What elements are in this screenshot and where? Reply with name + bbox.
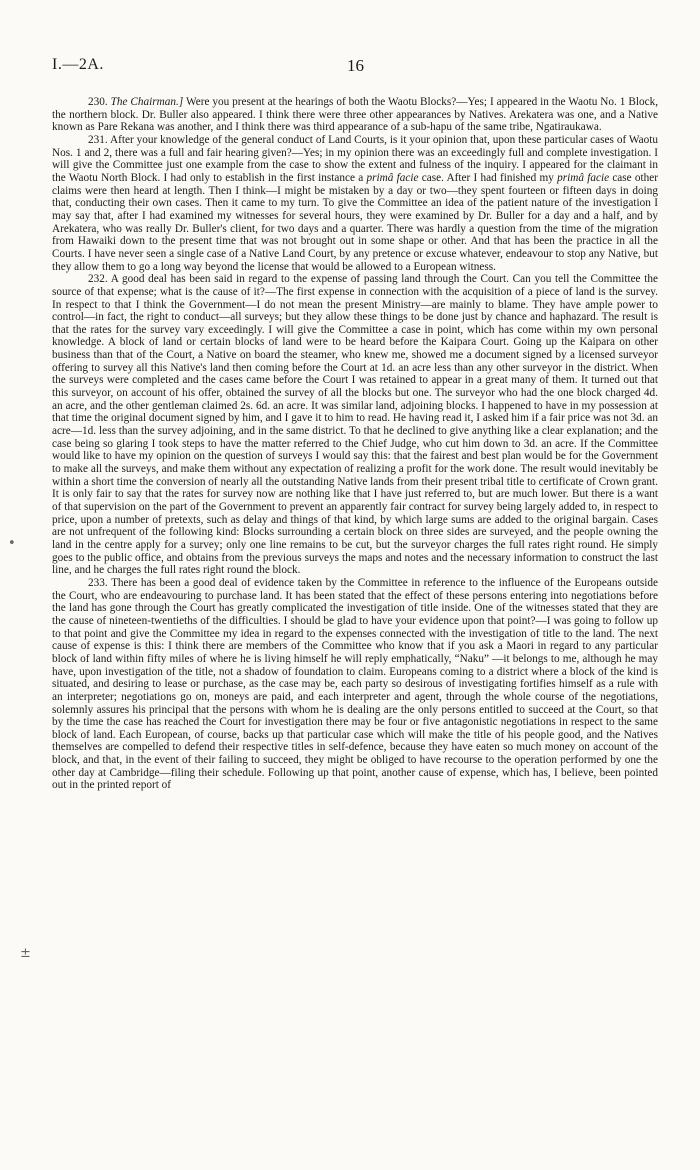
speaker-label: The Chairman.]: [110, 96, 184, 108]
margin-mark: •: [8, 536, 16, 551]
paragraph-230: [52, 96, 658, 134]
paragraph-text: After your knowledge of the general conduct of Land Courts, is it your opinion that, upon these particular cases of Waotu Nos. 1 and 2, there was a full and fair hearing given?—Yes; in my opinion there was an exceedingly full and complete investigation. I will give the Committee just one example from the case to show the extent and fulness of the inquiry. I appeared for the claimant in the Waotu North Block. I had only to establish in the first instance a: [52, 133, 658, 184]
margin-mark: ±: [20, 946, 31, 961]
document-body: [52, 96, 658, 792]
paragraph-number: 233.: [88, 576, 108, 589]
paragraph-231: [52, 134, 658, 273]
paragraph-text: case other claims were then heard at length. Then I think—I might be mistaken by a day or two—they spent fourteen or fifteen days in doing that, conducting their own cases. Then it came to my turn. To give the Committee an idea of the patient nature of the investigation I may say that, after I had examined my witnesses for several hours, they were examined by Dr. Buller for a day and a half, and by Arekatera, who was really Dr. Buller's client, for two days and a quarter. There was hardly a question from the time of the migration from Hawaiki down to the present time that was not brought out in some shape or other. And that has been the practice in all the Courts. I have never seen a single case of a Native Land Court, by any pretence or excuse whatever, endeavour to stop any Native, but they allow them to go a long way beyond the license that would be allowed to a European witness.: [52, 171, 659, 273]
paragraph-number: 232.: [88, 273, 108, 286]
italic-term: primâ facie: [557, 171, 610, 184]
paragraph-232: [52, 273, 658, 577]
paragraph-233: [52, 577, 658, 792]
document-reference: I.—2A.: [52, 56, 104, 73]
document-page: [52, 42, 658, 1162]
page-number: 16: [347, 56, 364, 75]
paragraph-text: A good deal has been said in regard to the expense of passing land through the Court. Can you tell the Committee the source of that expense; what is the cause of it?—The first expense in connection with the acquisition of a piece of land is the survey. In respect to that I think the Government—I do not mean the present Ministry—are mainly to blame. They have ample power to control—in fact, the right to conduct—all surveys; but they allow these things to be done just by chance and haphazard. The result is that the rates for the survey vary exceedingly. I will give the Committee a case in point, which has come within my own personal knowledge. A block of land or certain blocks of land were to be heard before the Kaipara Court. Going up the Kaipara on other business than that of the Court, a Native on board the steamer, who knew me, showed me a document signed by a licensed surveyor offering to survey all this Native's land then coming before the Court at 1d. an acre less than any other surveyor in the district. When the surveys were completed and the cases came before the Court I was retained to appear in a great many of them. It turned out that this surveyor, on account of his offer, obtained the survey of all the blocks but one. The surveyor who had the one block charged 4d. an acre, and the other gentleman claimed 2s. 6d. an acre. It was similar land, adjoining blocks. I happened to have in my possession at that time the original document signed by him, and I gave it to him to read. He having read it, I asked him if a fair price was not 3d. an acre—1d. less than the survey adjoining, and in the same district. To that he declined to give anything like a clear explanation; and the case being so glaring I took steps to have the matter referred to the Chief Judge, who cut him down to 3d. an acre. If the Committee would like to have my opinion on the question of surveys I would say this: that the fairest and best plan would be for the Government to make all the surveys, and make them without any expectation of realizing a profit for the work done. The result would inevitably be within a short time the conversion of nearly all the outstanding Native lands from their present tribal title to certificate of Crown grant. It is only fair to say that the rates for survey now are nothing like that I have just referred to, but are much lower. But there is a want of that supervision on the part of the Government to prevent an apparently fair contract for survey being largely added to, in respect to price, upon a number of pretexts, such as delay and things of that kind, by which large sums are added to the original bargain. Cases are not unfrequent of the following kind: Blocks surrounding a certain block on three sides are surveyed, and the people owning the land in the centre apply for a survey; only one line remains to be cut, but the surveyor charges the full rates right round. He simply goes to the public office, and obtains from the previous surveys the maps and notes and the necessary information to construct the last line, and he charges the full rates right round the block.: [52, 273, 658, 577]
paragraph-text: Were you present at the hearings of both the Waotu Blocks?—Yes; I appeared in the Waotu No. 1 Block, the northern block. Dr. Buller also appeared. I think there were three other appearances by Natives. Arekatera was one, and a Native known as Pare Rekana was another, and I think there was third appearance of a sub-hapu of the same tribe, Ngatiraukawa.: [52, 96, 659, 134]
paragraph-text: There has been a good deal of evidence taken by the Committee in reference to the influence of the Europeans outside the Court, who are endeavouring to purchase land. It has been stated that the effect of these persons entering into negotiations before the land has gone through the Court has greatly complicated the investigation of title inside. One of the witnesses stated that they are the cause of nineteen-twentieths of the difficulties. I should be glad to have your evidence upon that point?—I was going to follow up to that point and give the Committee my idea in regard to the expenses connected with the investigation of title to the land. The next cause of expense is this: I think there are members of the Committee who know that if you ask a Maori in regard to any particular block of land within fifty miles of where he is living himself he will reply emphatically, “Naku” —it belongs to me, although he may have, upon investigation of the title, not a shadow of foundation to claim. Europeans coming to a district where a block of the kind is situated, and desiring to lease or purchase, as the case may be, each party so desirous of investigating fortifies himself as a rule with an interpreter; negotiations go on, moneys are paid, and each interpreter and agent, through the whole course of the negotiations, solemnly assures his principal that the persons with whom he is dealing are the only persons entitled to succeed at the Court, so that by the time the case has reached the Court for investigation there may be four or five antagonistic negotiations in respect to the same block of land. Each European, of course, backs up that particular case which will make the title of his people good, and the Natives themselves are compelled to defend their respective titles in self-defence, because they have eaten so much money on account of the block, and that, in the event of their failing to succeed, they might be obliged to have recourse to the operation performed by one the other day at Cambridge—filing their schedule. Following up that point, another cause of expense, which has, I believe, been pointed out in the printed report of: [52, 576, 658, 792]
page-header: [52, 42, 658, 75]
paragraph-number: 231.: [88, 133, 108, 146]
paragraph-text: case. After I had finished my: [421, 171, 554, 184]
italic-term: primâ facie: [366, 171, 419, 184]
paragraph-number: 230.: [88, 96, 108, 108]
